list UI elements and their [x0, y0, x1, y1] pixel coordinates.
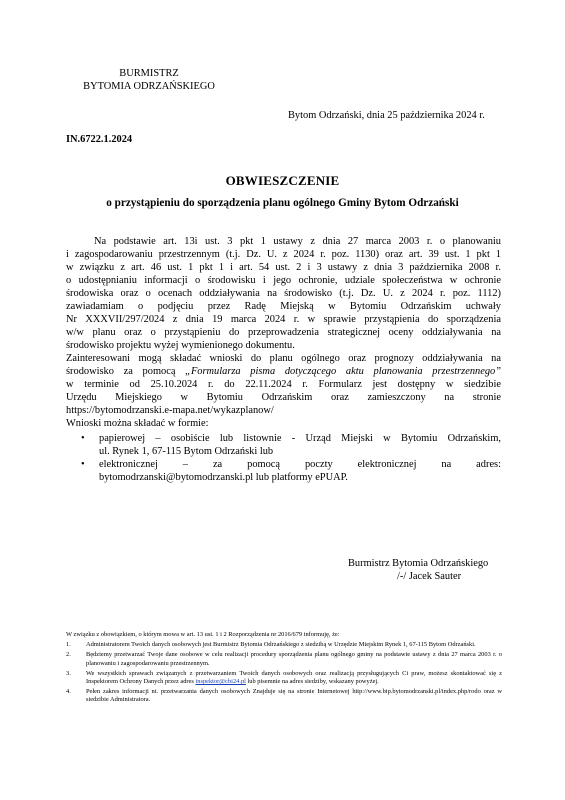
inspector-email-link[interactable]: inspektor@cbi24.pl: [195, 678, 246, 686]
signature-block: [348, 557, 508, 583]
footer-item-number: 1.: [66, 641, 71, 649]
signature-title: Burmistrz Bytomia Odrzańskiego: [348, 558, 489, 569]
footer-intro: W związku z obowiązkiem, o którym mowa w art. 13 ust. 1 i 2 Rozporządzenia nr 2016/679 informuję, że:: [66, 631, 340, 638]
body-line: Nr XXXVII/297/2024 z dnia 19 marca 2024 r. w sprawie przystąpienia do sporządzenia: [66, 314, 501, 325]
footer-item-text: Pełen zakres informacji nt. przetwarzania danych osobowych Znajduje się na stronie Internetowej http://www.bip.bytomodrzanski.pl/index.php/rodo oraz w siedzibie Administratora.: [86, 687, 502, 704]
gdpr-footer: [66, 631, 502, 706]
footer-item-number: 4.: [66, 687, 71, 695]
paragraph-legal-basis: [66, 235, 501, 352]
body-line: i zagospodarowaniu przestrzennym (t.j. Dz. U. z 2024 r. poz. 1130) oraz art. 39 ust. 1 pkt 1: [66, 249, 501, 260]
bullet-icon: •: [81, 459, 85, 470]
list-item: [66, 458, 501, 484]
paragraph-submissions: [66, 352, 501, 430]
form-url: https://bytomodrzanski.e-mapa.net/wykazplanow/: [66, 405, 274, 416]
signature-name: /-/ Jacek Sauter: [397, 571, 462, 582]
body-line: [66, 365, 501, 378]
document-title: OBWIESZCZENIE: [225, 173, 340, 188]
form-name: „Formularza pisma dotyczącego aktu planowania przestrzennego”: [185, 366, 501, 377]
body-line: Urzędu Miejskiego w Bytomiu Odrzańskim oraz zamieszczony na stronie: [66, 392, 501, 403]
body-line: w/w planu oraz o przystąpieniu do przeprowadzenia strategicznej oceny oddziaływania na: [66, 327, 501, 338]
document-body: [66, 235, 501, 484]
reference-number: IN.6722.1.2024: [66, 134, 133, 145]
body-line: Na podstawie art. 13i ust. 3 pkt 1 ustawy z dnia 27 marca 2003 r. o planowaniu: [94, 236, 501, 247]
body-text: środowisko za pomocą: [66, 366, 186, 377]
footer-item-text: We wszystkich sprawach związanych z przetwarzaniem Twoich danych osobowych oraz realizacją przysługujących Ci praw, możesz skontaktować się z Inspektorem Ochrony Danych przez adres: [86, 669, 502, 686]
issuer-line-2: BYTOMIA ODRZAŃSKIEGO: [83, 81, 215, 92]
body-line: w terminie od 25.10.2024 r. do 22.11.2024 r. Formularz jest dostępny w siedzibie: [66, 379, 501, 390]
body-line: w związku z art. 46 ust. 1 pkt 1 i art. 54 ust. 2 i 3 ustawy z dnia 3 października 2008 r.: [66, 262, 501, 273]
body-line: o udostępnianiu informacji o środowisku i jego ochronie, udziale społeczeństwa w ochronie: [66, 275, 501, 286]
body-line: Zainteresowani mogą składać wnioski do planu ogólnego oraz prognozy oddziaływania na: [66, 353, 501, 364]
issuer-header: [74, 67, 224, 93]
list-item: [66, 432, 501, 458]
methods-intro: Wnioski można składać w formie:: [66, 418, 209, 429]
footer-item: [66, 688, 502, 705]
submission-methods-list: [66, 432, 501, 484]
bullet-icon: •: [81, 433, 85, 444]
list-item-line: papierowej – osobiście lub listownie - Urząd Miejski w Bytomiu Odrzańskim,: [99, 433, 501, 444]
list-item-line: bytomodrzanski@bytomodrzanski.pl lub platformy ePUAP.: [99, 472, 348, 483]
footer-item: [66, 651, 502, 668]
footer-item-text: Administratorem Twoich danych osobowych jest Burmistrz Bytomia Odrzańskiego z siedzibą w Urzędzie Miejskim Rynek 1, 67-115 Bytom Odrzański.: [86, 641, 476, 649]
list-item-line: elektronicznej – za pomocą poczty elektronicznej na adres:: [99, 459, 501, 470]
list-item-line: ul. Rynek 1, 67-115 Bytom Odrzański lub: [99, 446, 274, 457]
date-line: Bytom Odrzański, dnia 25 października 2024 r.: [288, 110, 485, 121]
body-line: środowisko projektu wyżej wymienionego dokumentu.: [66, 340, 295, 351]
footer-item: [66, 641, 502, 649]
footer-item-text: Będziemy przetwarzać Twoje dane osobowe w celu realizacji procedury sporządzenia planu ogólnego gminy na podstawie ustawy z dnia 27 marca 2003 r. o planowaniu i zagospodarowaniu przestrzennym.: [86, 651, 502, 667]
document-subtitle: o przystąpieniu do sporządzenia planu ogólnego Gminy Bytom Odrzański: [106, 197, 459, 209]
footer-item: [66, 670, 502, 687]
issuer-line-1: BURMISTRZ: [119, 68, 179, 79]
footer-item-number: 2.: [66, 651, 71, 659]
footer-item-number: 3.: [66, 669, 71, 677]
body-line: środowiska oraz o ocenach oddziaływania na środowisko (t.j. Dz. U. z 2024 r. poz. 1112): [66, 288, 501, 299]
footer-item-text: lub pisemnie na adres siedziby, wskazany powyżej.: [245, 678, 379, 686]
body-line: zawiadamiam o podjęciu przez Radę Miejską w Bytomiu Odrzańskim uchwały: [66, 301, 501, 312]
